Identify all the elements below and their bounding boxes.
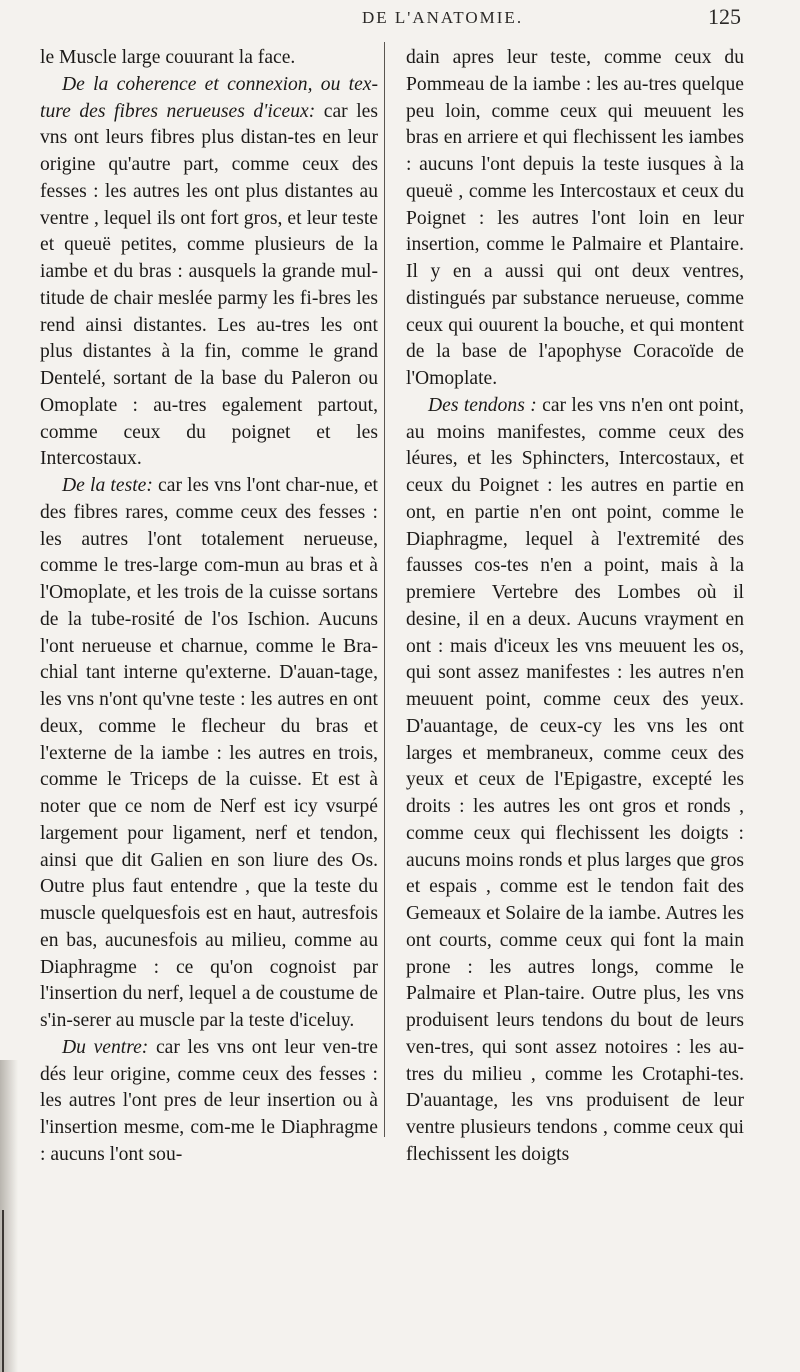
paragraph-text: le Muscle large couurant la face.	[40, 47, 296, 68]
paragraph	[406, 393, 744, 1169]
page-number: 125	[708, 4, 741, 29]
paragraph-text: car les vns n'en ont point, au moins manifestes, comme ceux des léures, et les Sphincters, Intercostaux, et ceux du Poignet : les autres en partie en ont, en partie n'en ont point, comme le Diaphragme, lequel à l'extremité des fausses cos-tes n'en a point, mais à la premiere Vertebre des Lombes où il desine, il en a deux. Aucuns vrayment en ont : mais d'iceux les vns meuuent les os, qui sont assez manifestes : les autres n'en meuuent point, comme ceux des yeux. D'auantage, de ceux-cy les vns les ont larges et membraneux, comme ceux des yeux et ceux de l'Epigastre, excepté les droits : les autres les ont gros et ronds , comme ceux qui flechissent les doigts : aucuns moins ronds et plus larges que gros et espais , comme est le tendon fait des Gemeaux et Solaire de la iambe. Autres les ont courts, comme ceux qui font la main prone : les autres longs, comme le Palmaire et Plan-taire. Outre plus, les vns produisent leurs tendons du bout de leurs ven-tres, qui sont assez notoires : les au-tres du milieu , comme les Crotaphi-tes. D'auantage, les vns produisent de leur ventre plusieurs tendons , comme ceux qui flechissent les doigts	[406, 394, 745, 1165]
paragraph-text: car les vns ont leurs fibres plus distan-tes en leur origine qu'autre part, comme ceux des fesses : les autres les ont plus distantes au ventre , lequel ils ont fort gros, et leur teste et queuë petites, comme plusieurs de la iambe et du bras : ausquels la grande mul-titude de chair meslée parmy les fi-bres les rend ainsi distantes. Les au-tres les ont plus distantes à la fin, comme le grand Dentelé, sortant de la base du Paleron ou Omoplate : au-tres egalement partout, comme ceux du poignet et les Intercostaux.	[40, 100, 379, 470]
section-heading: Du ventre:	[62, 1036, 149, 1058]
paragraph	[40, 72, 378, 473]
paragraph-text: dain apres leur teste, comme ceux du Pommeau de la iambe : les au-tres quelque peu loin, comme ceux qui meuuent les bras en arriere et qui flechissent les iambes : aucuns l'ont depuis la teste iusques à la queuë , comme les Intercostaux et ceux du Poignet : les autres l'ont loin en leur insertion, comme le Palmaire et Plantaire. Il y en a aussi qui ont deux ventres, distingués par substance nerueuse, comme ceux qui ouurent la bouche, et qui montent de la base de l'apophyse Coracoïde de l'Omoplate.	[406, 47, 744, 389]
paragraph-text: car les vns l'ont char-nue, et des fibres rares, comme ceux des fesses : les autres l'ont totalement nerueuse, comme le tres-large com-mun au bras et à l'Omoplate, et les trois de la cuisse sortans de la tube-rosité de l'os Ischion. Aucuns l'ont nerueuse et charnue, comme le Bra-chial tant interne qu'externe. D'auan-tage, les vns n'ont qu'vne teste : les autres en ont deux, comme le flecheur du bras et l'externe de la iambe : les autres en trois, comme le Triceps de la cuisse. Et est à noter que ce nom de Nerf est icy vsurpé largement pour ligament, nerf et tendon, ainsi que dit Galien en son liure des Os. Outre plus faut entendre , que la teste du muscle quelquesfois est en haut, autresfois en bas, aucunesfois au milieu, comme au Diaphragme : ce qu'on cognoist par l'insertion du nerf, lequel a de coustume de s'in-serer au muscle par la teste d'iceluy.	[40, 475, 378, 1031]
paragraph-text: car les vns ont leur ven-tre dés leur origine, comme ceux des fesses : les autres l'ont pres de leur insertion ou à l'insertion mesme, com-me le Diaphragme : aucuns l'ont sou-	[40, 1036, 378, 1165]
section-heading: Des tendons :	[428, 394, 537, 416]
page-edge	[2, 1210, 4, 1372]
paragraph	[40, 1035, 378, 1169]
paragraph	[406, 45, 744, 393]
column-divider	[384, 42, 385, 1137]
paragraph	[40, 473, 378, 1035]
running-head: DE L'ANATOMIE.	[362, 8, 524, 27]
section-heading: De la coherence et connexion, ou tex-ture des fibres nerueuses d'iceux:	[40, 73, 378, 122]
paragraph	[40, 45, 378, 72]
left-text-column	[40, 45, 378, 1169]
section-heading: De la teste:	[62, 475, 153, 496]
right-text-column	[406, 45, 744, 1169]
